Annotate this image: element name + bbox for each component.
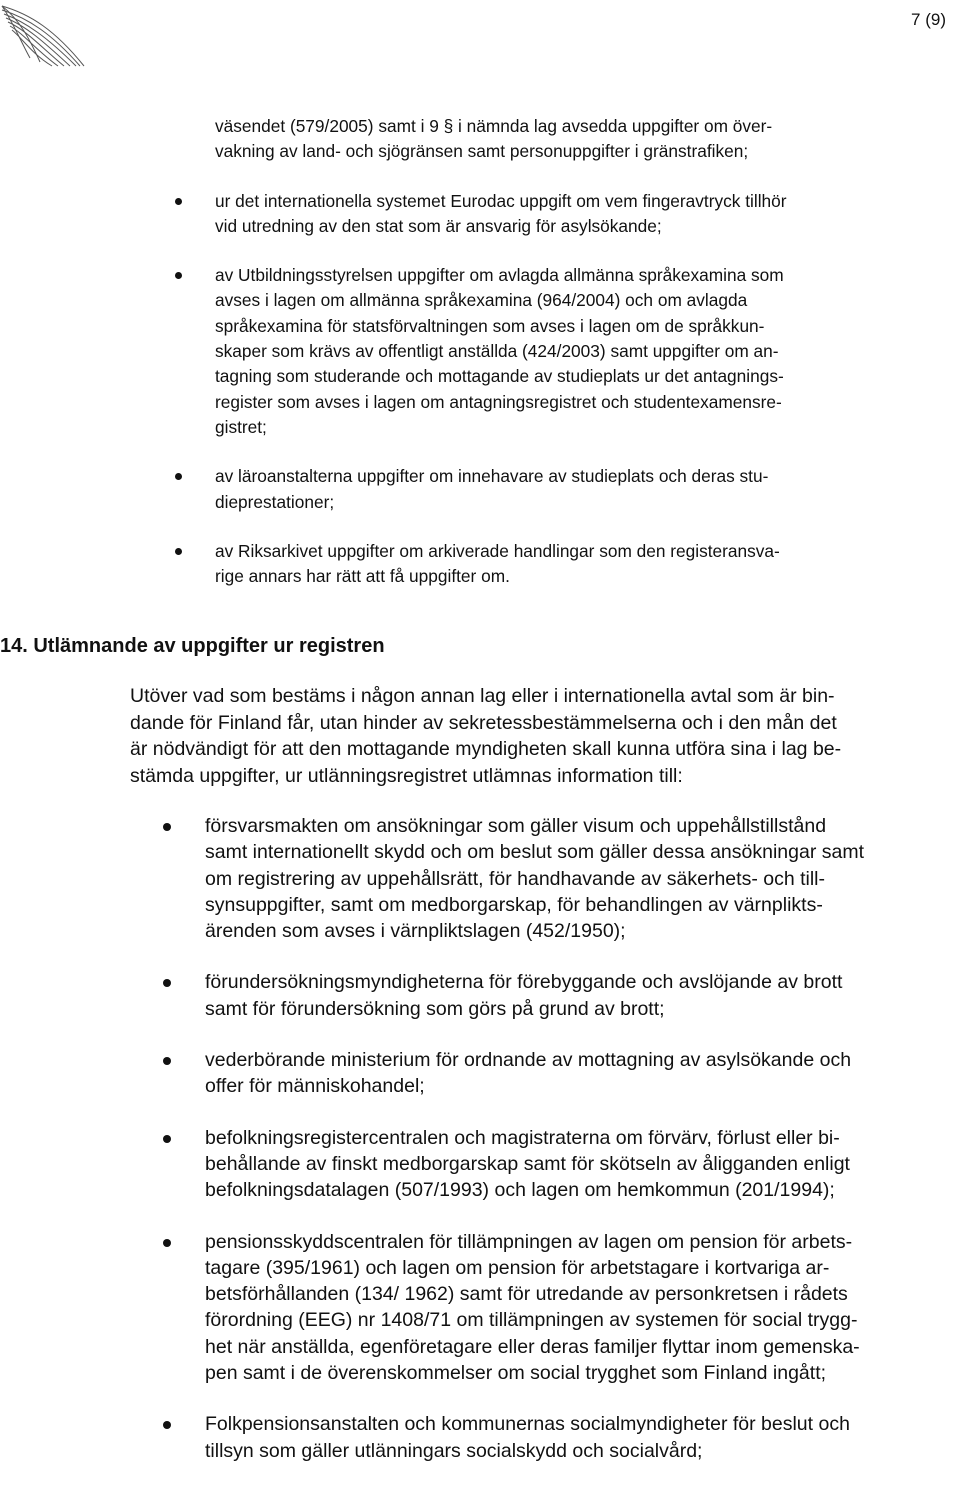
list-item-text: väsendet (579/2005) samt i 9 § i nämnda lag avsedda uppgifter om över- vakning av land- och sjögränsen samt personuppgifter i gränstrafiken;: [215, 116, 773, 162]
bullet-icon: [175, 272, 182, 279]
list-item-text: befolkningsregistercentralen och magistraterna om förvärv, förlust eller bi- behållande av finskt medborgarskap samt för skötseln av åligganden enligt befolkningsdatalagen (507/1993) och lagen om hemkommun (201/1994);: [205, 1126, 850, 1202]
swallow-logo-icon: [0, 0, 88, 72]
bullet-icon: [163, 1239, 171, 1247]
list-item: [0, 969, 960, 1022]
list-item-text: förundersökningsmyndigheterna för förebyggande och avslöjande av brott samt för förundersökning som görs på grund av brott;: [205, 971, 843, 1020]
section-heading: 14. Utlämnande av uppgifter ur registren: [0, 635, 385, 657]
list-item: [0, 464, 960, 515]
list-item: [0, 1125, 960, 1204]
list-item: [0, 263, 960, 440]
section-intro-paragraph: Utöver vad som bestäms i någon annan lag eller i internationella avtal som är bin- dande för Finland får, utan hinder av sekretessbestämmelserna och i den mån det är nödvändigt för att den mottagande myndigheten skall kunna utföra sina i lag be- stämda uppgifter, ur utlänningsregistret utlämnas information till:: [130, 685, 842, 787]
list-item: [0, 1047, 960, 1100]
list-item: [0, 539, 960, 590]
bullet-icon: [175, 548, 182, 555]
list-item: [0, 114, 960, 165]
list-item: [0, 189, 960, 240]
bullet-icon: [163, 979, 171, 987]
bullet-icon: [175, 198, 182, 205]
list-item-text: vederbörande ministerium för ordnande av mottagning av asylsökande och offer för människohandel;: [205, 1049, 852, 1098]
bullet-icon: [163, 1135, 171, 1143]
page-number: 7 (9): [911, 10, 946, 29]
list-item-text: pensionsskyddscentralen för tillämpningen av lagen om pension för arbets- tagare (395/1961) och lagen om pension för arbetstagare i kortvariga ar- betsförhållanden (134/ 1962) samt för utredande av personkretsen i rådets förordning (EEG) nr 1408/71 om tillämpningen av systemen för social trygg- het när anställda, egenföretagare eller deras familjer flyttar inom gemenska- pen samt i de överenskommelser om social trygghet som Finland ingått;: [205, 1230, 860, 1385]
list-item-text: av Riksarkivet uppgifter om arkiverade handlingar som den registeransva- rige annars har rätt att få uppgifter om.: [215, 540, 780, 587]
list-item-text: ur det internationella systemet Eurodac uppgift om vem fingeravtryck tillhör vid utredning av den stat som är ansvarig för asylsökande;: [215, 190, 787, 236]
bullet-icon: [163, 1421, 171, 1429]
list-item: [0, 1229, 960, 1387]
bullet-icon: [163, 823, 171, 831]
list-item-text: av läroanstalterna uppgifter om innehavare av studieplats och deras stu- dieprestationer;: [215, 466, 769, 512]
list-item-text: försvarsmakten om ansökningar som gäller visum och uppehållstillstånd samt internationellt skydd och om beslut som gäller dessa ansökningar samt om registrering av uppehållsrätt, för handhavande av säkerhets- och till- synsuppgifter, samt om medborgarskap, för behandlingen av värnplikts- ärenden som avses i värnpliktslagen (452/1950);: [205, 815, 864, 943]
list-item-text: Folkpensionsanstalten och kommunernas socialmyndigheter för beslut och tillsyn som gäller utlänningars socialskydd och socialvård;: [205, 1413, 850, 1462]
disclosure-recipient-list: [0, 813, 960, 1489]
list-item: [0, 1411, 960, 1464]
registry-source-list: [0, 114, 960, 613]
list-item-text: av Utbildningsstyrelsen uppgifter om avlagda allmänna språkexamina som avses i lagen om allmänna språkexamina (964/2004) och om avlagda språkexamina för statsförvaltningen som avses i lagen om de språkkun- skaper som krävs av offentligt anställda (424/2003) samt uppgifter om an- tagning som studerande och mottagande av studieplats ur det antagnings- register som avses i lagen om antagningsregistret och studentexamensre- gistret;: [215, 265, 784, 437]
bullet-icon: [175, 473, 182, 480]
list-item: [0, 813, 960, 944]
bullet-icon: [163, 1057, 171, 1065]
